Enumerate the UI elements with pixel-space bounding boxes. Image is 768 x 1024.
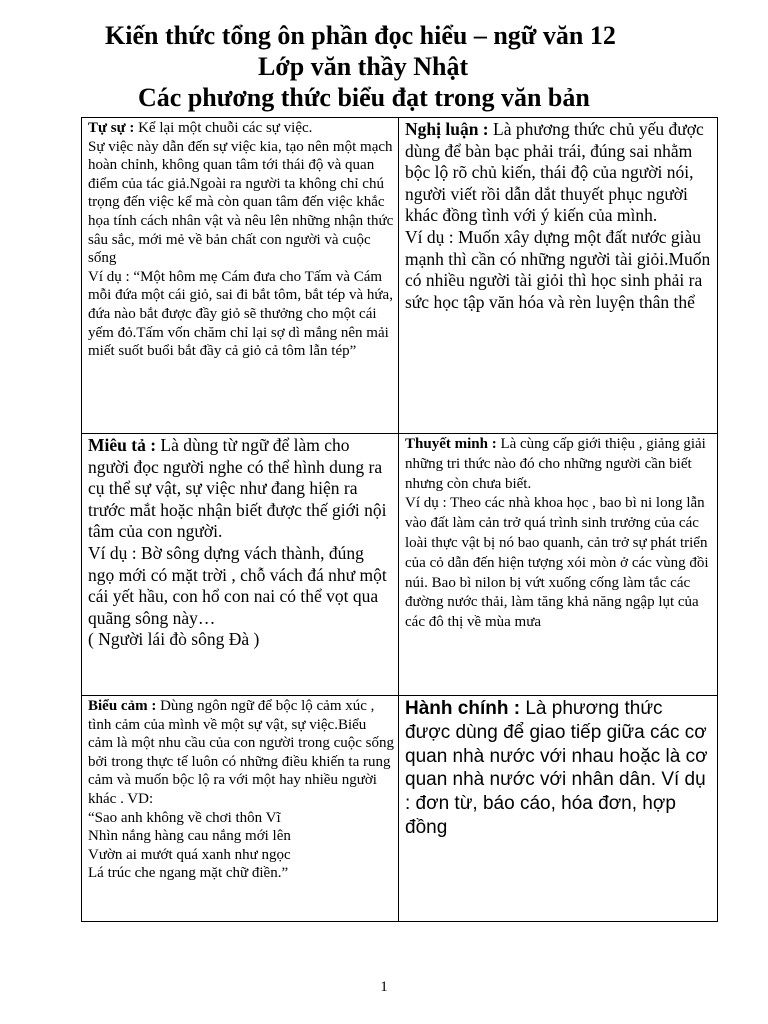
term-tu-su: Tự sự : bbox=[88, 120, 135, 136]
poem-line: Nhìn nắng hàng cau nắng mới lên bbox=[88, 828, 291, 845]
definition-mieu-ta: Là dùng từ ngữ để làm cho người đọc người nghe có thể hình dung ra cụ thể sự vật, sự việc như đang hiện ra trước mắt hoặc nhận biết được thế giới nội tâm của con người. bbox=[88, 435, 387, 542]
example-thuyet-minh: Ví dụ : Theo các nhà khoa học , bao bì ni long lẫn vào đất làm cản trở quá trình sinh trưởng của các loài thực vật bị nó bao quanh, cản trở sự phát triển của cỏ dẫn đến hiện tượng xói mòn ở các vùng đồi núi. Bao bì nilon bị vứt xuống cống làm tắc các đường nước thải, làm tăng khả năng ngập lụt của các đô thị về mùa mưa bbox=[405, 495, 709, 631]
cell-mieu-ta bbox=[82, 434, 399, 696]
section-heading: Các phương thức biểu đạt trong văn bản bbox=[138, 83, 590, 112]
body-tu-su: Sự việc này dẫn đến sự việc kia, tạo nên một mạch hoàn chỉnh, không quan tâm tới thái độ và quan điểm của tác giả.Ngoài ra người ta không chỉ chú trọng đến việc kể mà còn quan tâm đến việc khắc họa tính cách nhân vật và nêu lên những nhận thức sâu sắc, mới mẻ về bản chất con người và cuộc sống bbox=[88, 138, 394, 267]
term-hanh-chinh: Hành chính : bbox=[405, 698, 521, 719]
page-number: 1 bbox=[380, 979, 388, 995]
cell-hanh-chinh bbox=[399, 696, 718, 922]
term-bieu-cam: Biểu cảm : bbox=[88, 698, 157, 714]
definition-tu-su: Kể lại một chuỗi các sự việc. bbox=[134, 120, 313, 136]
source-mieu-ta: ( Người lái đò sông Đà ) bbox=[88, 629, 260, 650]
term-mieu-ta: Miêu tả : bbox=[88, 435, 157, 455]
table-row bbox=[82, 118, 718, 434]
document-header bbox=[0, 20, 768, 113]
expression-modes-table bbox=[81, 117, 718, 922]
poem-line: Vườn ai mướt quá xanh như ngọc bbox=[88, 846, 291, 863]
document-subtitle: Lớp văn thầy Nhật bbox=[258, 52, 469, 81]
definition-bieu-cam: Dùng ngôn ngữ để bộc lộ cảm xúc , tình cảm của mình về một sự vật, sự việc.Biểu cảm là một nhu cầu của con người trong cuộc sống bởi trong thực tế luôn có những điều khiến ta rung cảm và muốn bộc lộ ra với một hay nhiều người khác . VD: bbox=[88, 698, 394, 807]
example-mieu-ta: Ví dụ : Bờ sông dựng vách thành, đúng ngọ mới có mặt trời , chỗ vách đá như một cái yết hầu, con hổ con nai có thể vọt qua quãng sông này… bbox=[88, 542, 387, 628]
table-row bbox=[82, 696, 718, 922]
cell-bieu-cam bbox=[82, 696, 399, 922]
term-nghi-luan: Nghị luận : bbox=[405, 119, 489, 139]
definition-nghi-luan: Là phương thức chủ yếu được dùng để bàn bạc phải trái, đúng sai nhằm bộc lộ rõ chủ kiến, thái độ của người nói, người viết rồi dẫn dắt thuyết phục người khác đồng tình với ý kiến của mình. bbox=[405, 119, 704, 226]
term-thuyet-minh: Thuyết minh : bbox=[405, 436, 497, 452]
table-row bbox=[82, 434, 718, 696]
cell-thuyet-minh bbox=[399, 434, 718, 696]
example-nghi-luan: Ví dụ : Muốn xây dựng một đất nước giàu mạnh thì cần có những người tài giỏi.Muốn có nhiều người tài giỏi thì học sinh phải ra sức học tập văn hóa và rèn luyện thân thể bbox=[405, 226, 711, 312]
definition-thuyet-minh: Là cùng cấp giới thiệu , giảng giải những tri thức nào đó cho những người cần biết nhưng còn chưa biết. bbox=[405, 436, 706, 492]
document-title: Kiến thức tổng ôn phần đọc hiểu – ngữ văn 12 bbox=[105, 21, 616, 50]
poem-line: Lá trúc che ngang mặt chữ điền.” bbox=[88, 865, 289, 882]
cell-nghi-luan bbox=[399, 118, 718, 434]
poem-line: “Sao anh không về chơi thôn Vĩ bbox=[88, 809, 281, 826]
example-tu-su: Ví dụ : “Một hôm mẹ Cám đưa cho Tấm và Cám mỗi đứa một cái giỏ, sai đi bắt tôm, bắt tép và hứa, đứa nào bắt được đầy giỏ sẽ thưởng cho một cái yếm đỏ.Tấm vốn chăm chỉ lại sợ dì mắng nên mải miết suốt buổi bắt đầy cả giỏ cả tôm lẫn tép” bbox=[88, 268, 393, 360]
definition-hanh-chinh: Là phương thức được dùng để giao tiếp giữa các cơ quan nhà nước với nhau hoặc là cơ quan nhà nước với nhân dân. Ví dụ : đơn từ, báo cáo, hóa đơn, hợp đồng bbox=[405, 698, 708, 838]
cell-tu-su bbox=[82, 118, 399, 434]
